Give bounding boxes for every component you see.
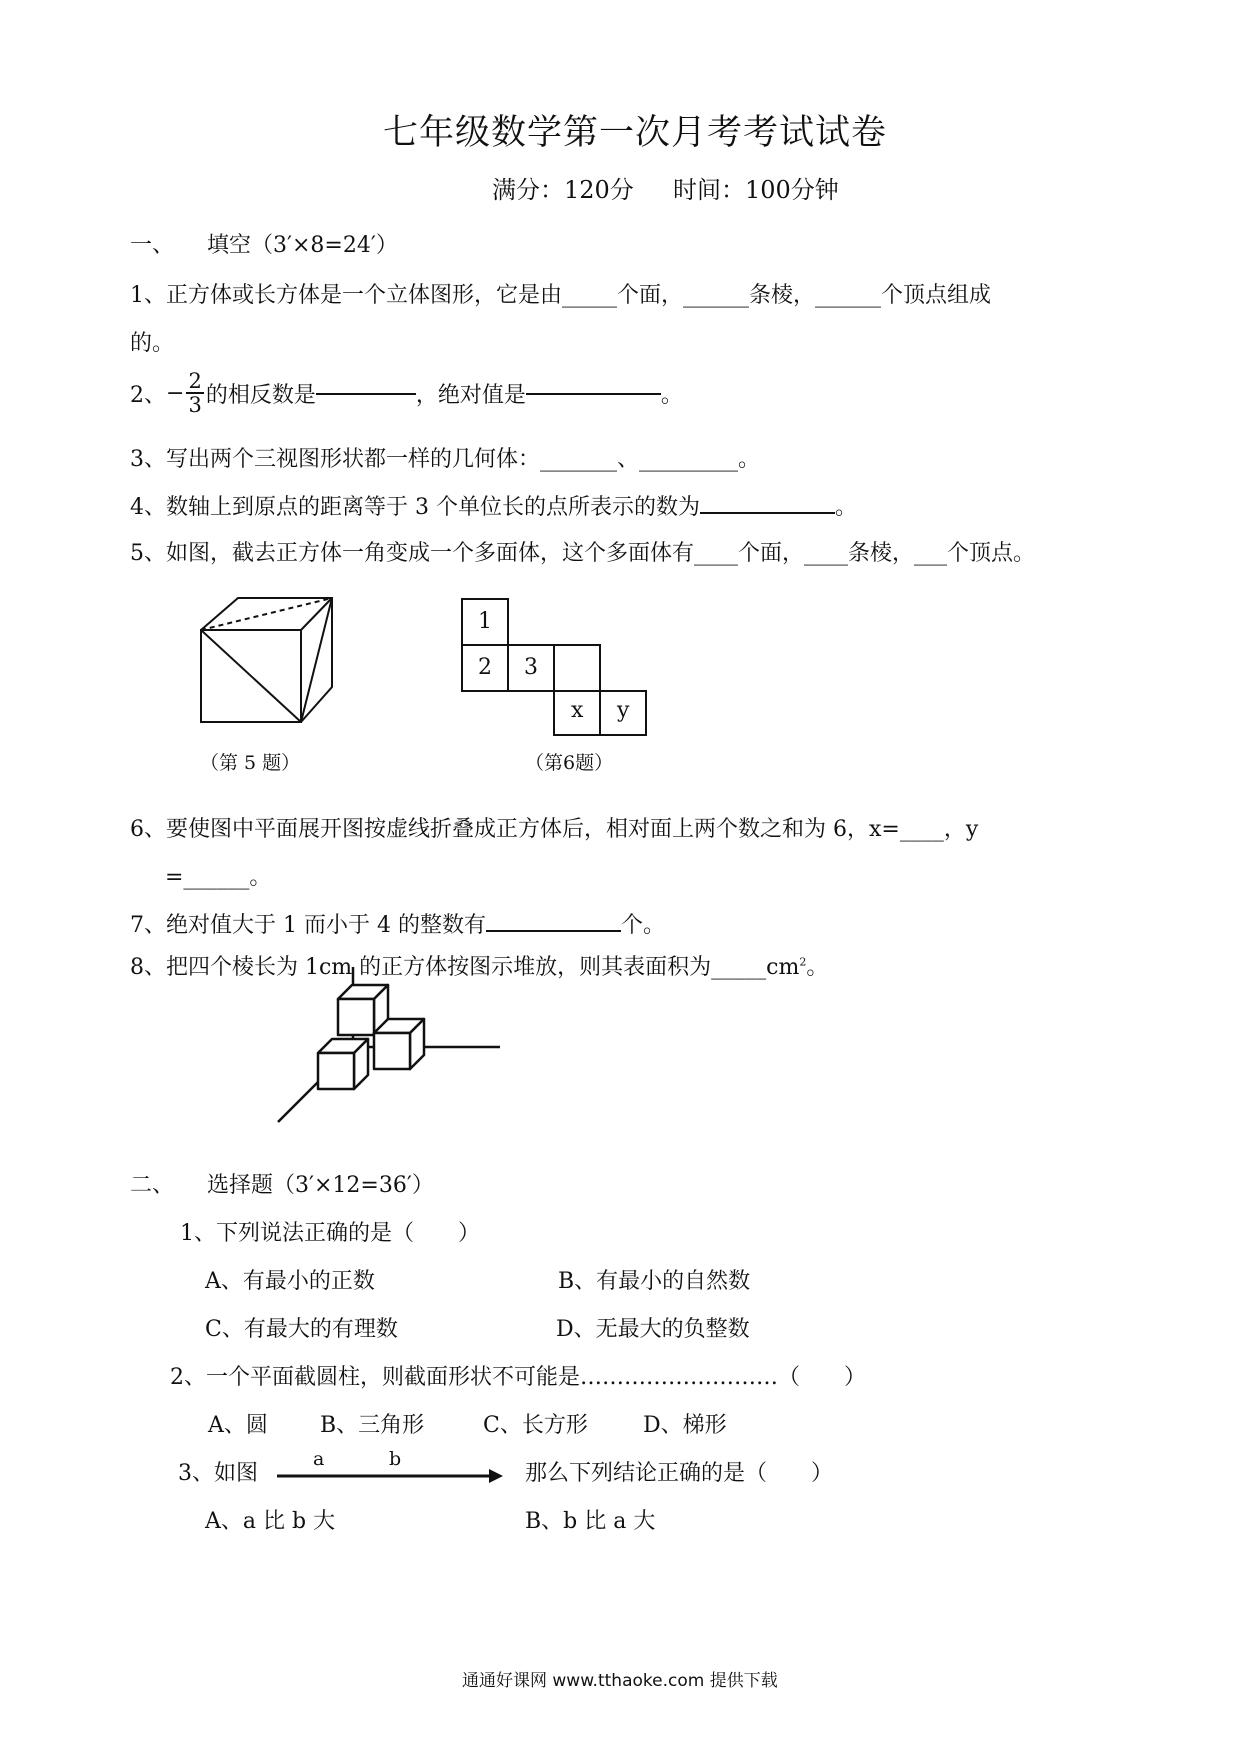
q2-end: 。 (660, 382, 683, 408)
option-2-1-d: D、无最大的负整数 (556, 1317, 750, 1342)
full-score: 满分：120分 (492, 176, 634, 204)
q8-prefix: 8、把四个棱长为 1cm 的正方体按图示堆放，则其表面积为_____cm (130, 955, 800, 980)
stacked-cubes-figure (270, 965, 510, 1135)
option-2-2-c: C、长方形 (483, 1413, 588, 1438)
q8-end: 。 (806, 955, 829, 980)
q2-minus: − (166, 380, 185, 406)
answer-blank (316, 392, 416, 395)
net-cell-label: y (617, 698, 630, 723)
q4-end: 。 (834, 495, 857, 520)
point-b-label: b (389, 1448, 402, 1470)
option-2-3-a: A、a 比 b 大 (205, 1509, 336, 1534)
q7-end: 个。 (620, 913, 665, 938)
page-title: 七年级数学第一次月考考试试卷 (383, 113, 888, 153)
question-1-6-line1: 6、要使图中平面展开图按虚线折叠成正方体后，相对面上两个数之和为 6，x=____，y (130, 817, 979, 842)
section2-heading: 二、 选择题（3′×12=36′） (130, 1173, 434, 1198)
cube-front (318, 1053, 354, 1089)
net-cell-label: 1 (478, 609, 492, 634)
exam-time: 时间：100分钟 (673, 176, 839, 204)
fraction (186, 370, 203, 416)
option-2-1-a: A、有最小的正数 (205, 1269, 375, 1294)
arrow-head-icon (489, 1469, 503, 1483)
question-1-1-line2: 的。 (130, 331, 175, 356)
footer-source: 通通好课网 www.tthaoke.com 提供下载 (462, 1671, 778, 1691)
question-2-3-suffix: 那么下列结论正确的是（ ） (525, 1461, 834, 1486)
question-1-6-line2: =______。 (165, 865, 272, 890)
option-2-2-b: B、三角形 (320, 1413, 425, 1438)
question-1-5: 5、如图，截去正方体一角变成一个多面体，这个多面体有____个面，____条棱，___个顶点。 (130, 541, 1035, 566)
fraction-numerator: 2 (188, 369, 202, 393)
figure-6-caption: （第6题） (525, 752, 614, 774)
cube-front (338, 999, 374, 1035)
q4-prefix: 4、数轴上到原点的距离等于 3 个单位长的点所表示的数为 (130, 495, 700, 520)
question-1-3: 3、写出两个三视图形状都一样的几何体：_______、_________。 (130, 447, 760, 472)
option-2-1-b: B、有最小的自然数 (558, 1269, 751, 1294)
cube-front (374, 1033, 410, 1069)
question-1-4 (130, 490, 857, 521)
cube-cut-figure (195, 595, 345, 725)
cut-line (201, 630, 301, 722)
option-2-3-b: B、b 比 a 大 (525, 1509, 656, 1534)
q2-mid: 的相反数是 (205, 382, 316, 408)
answer-blank (486, 929, 621, 932)
answer-blank (700, 511, 835, 514)
q2-mid2: ，绝对值是 (415, 382, 526, 408)
cube-net-figure (460, 597, 652, 737)
option-2-1-c: C、有最大的有理数 (205, 1317, 398, 1342)
net-cell (554, 645, 600, 691)
question-2-1: 1、下列说法正确的是（ ） (180, 1221, 480, 1246)
fraction-denominator: 3 (188, 393, 202, 418)
q2-prefix: 2、 (130, 382, 166, 408)
question-2-3-prefix: 3、如图 (178, 1461, 258, 1486)
q8-superscript: 2 (799, 955, 807, 969)
section1-heading: 一、 填空（3′×8=24′） (130, 233, 398, 258)
figure-5-caption: （第 5 题） (200, 752, 301, 774)
question-2-2: 2、一个平面截圆柱，则截面形状不可能是………………………（ ） (170, 1365, 866, 1390)
net-cell-label: 2 (478, 655, 492, 680)
question-1-2 (130, 370, 683, 416)
net-cell-label: x (571, 698, 584, 723)
option-2-2-d: D、梯形 (643, 1413, 727, 1438)
question-1-1-line1: 1、正方体或长方体是一个立体图形，它是由_____个面，______条棱，______个顶点组成 (130, 283, 991, 308)
q7-prefix: 7、绝对值大于 1 而小于 4 的整数有 (130, 913, 486, 938)
question-1-7 (130, 908, 665, 939)
point-a-label: a (313, 1448, 325, 1470)
answer-blank (526, 392, 661, 395)
net-cell-label: 3 (524, 655, 538, 680)
cube-back-edges (201, 598, 332, 722)
option-2-2-a: A、圆 (208, 1413, 268, 1438)
